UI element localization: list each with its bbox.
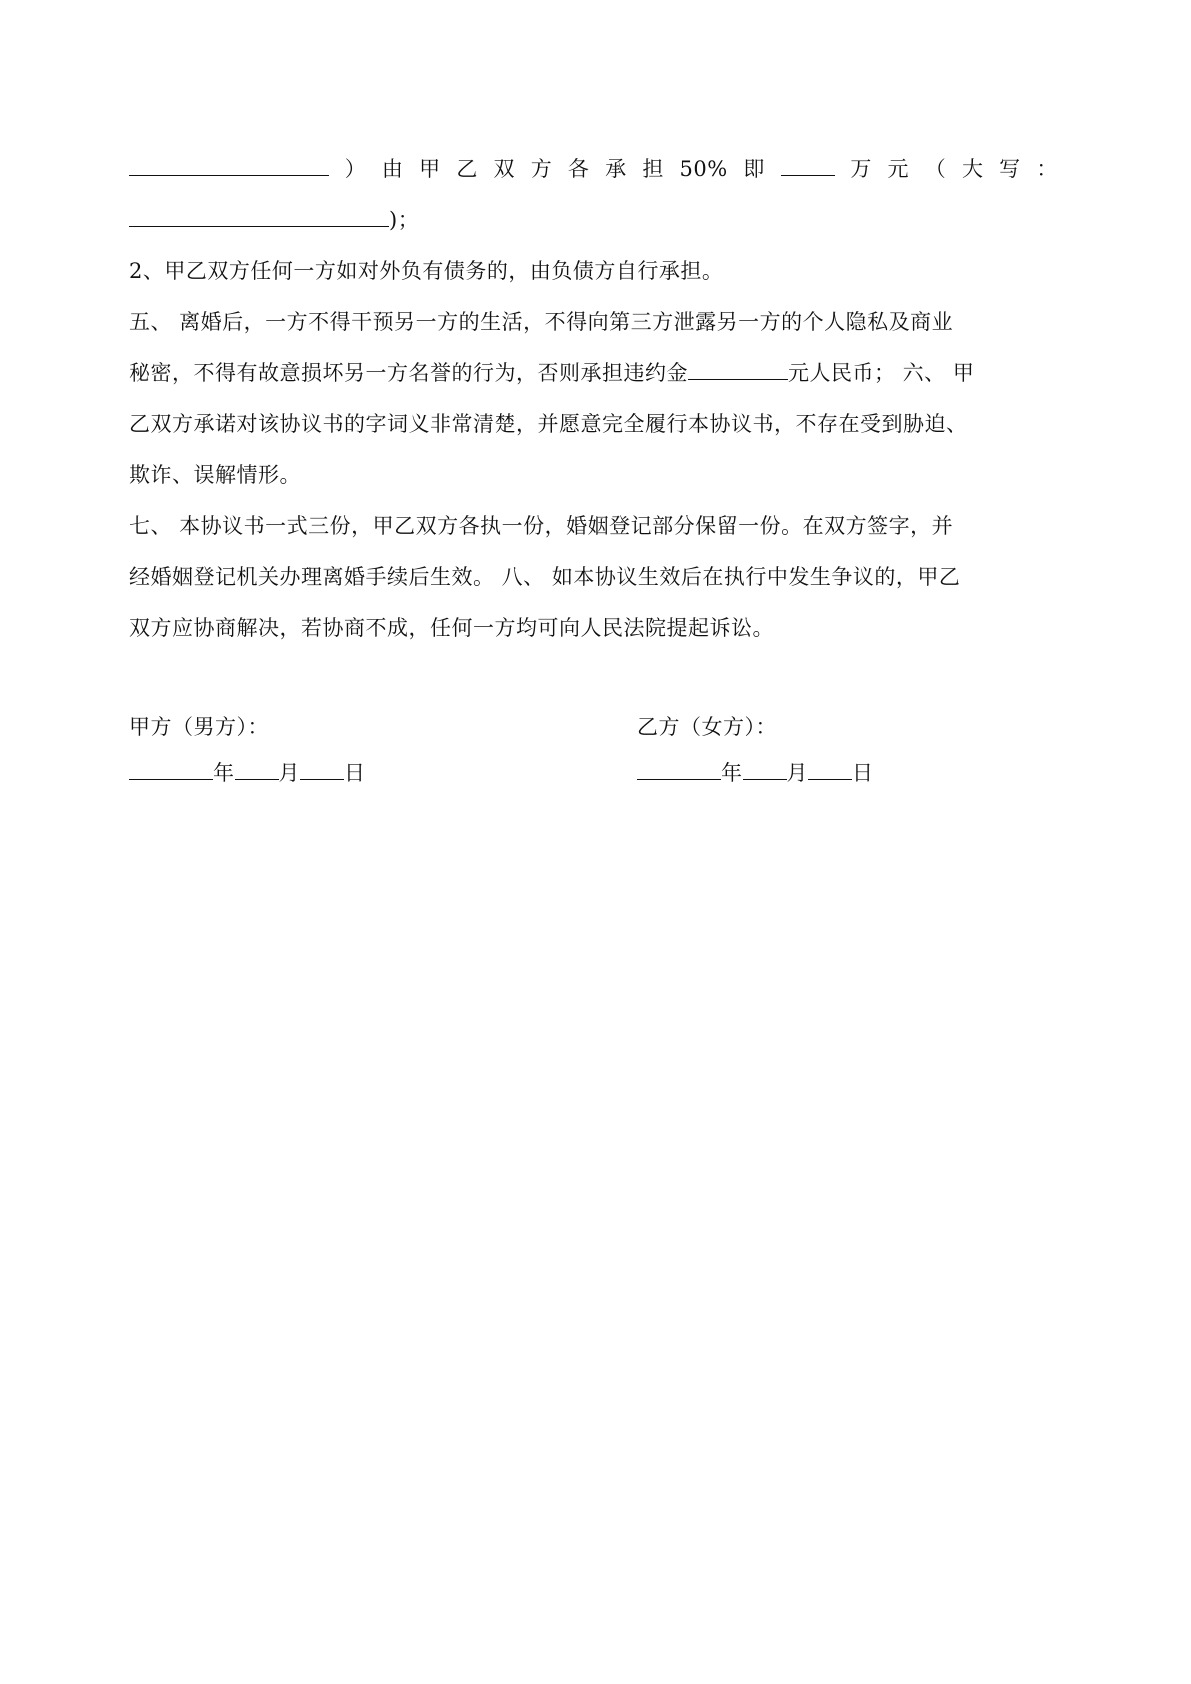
capital-amount-line	[129, 195, 1058, 246]
day-label: 日	[344, 761, 366, 785]
percent-value: 50%	[679, 157, 728, 181]
year-blank[interactable]	[637, 756, 721, 780]
word: ：	[1036, 157, 1058, 181]
day-blank[interactable]	[808, 756, 852, 780]
month-blank[interactable]	[743, 756, 787, 780]
word: 元	[887, 157, 910, 181]
word: 方	[530, 157, 553, 181]
word: 各	[567, 157, 590, 181]
party-b-label: 乙方（女方）：	[637, 715, 777, 739]
penalty-amount-blank[interactable]	[688, 356, 788, 380]
month-blank[interactable]	[235, 756, 279, 780]
word: （	[924, 157, 947, 181]
day-label: 日	[852, 761, 874, 785]
amount-blank[interactable]	[129, 152, 329, 176]
section-6-line-2: 欺诈、误解情形。	[129, 463, 301, 487]
year-blank[interactable]	[129, 756, 213, 780]
share-amount-blank[interactable]	[781, 152, 835, 176]
party-b-signature-block	[637, 704, 874, 796]
section-5-line-2	[129, 348, 1058, 399]
section-5-text-b: 元人民币； 六、 甲	[788, 361, 975, 385]
word: 由	[381, 157, 404, 181]
word: 万	[850, 157, 872, 181]
line-tail: )；	[389, 208, 420, 232]
section-6-line-1: 乙双方承诺对该协议书的字词义非常清楚，并愿意完全履行本协议书，不存在受到胁迫、	[129, 412, 968, 436]
close-paren: ）	[344, 157, 367, 181]
party-a-date	[129, 750, 366, 796]
month-label: 月	[786, 761, 808, 785]
cost-share-line	[129, 144, 1058, 195]
section-5-text-a: 秘密，不得有故意损坏另一方名誉的行为，否则承担违约金	[129, 361, 688, 385]
word: 乙	[456, 157, 478, 181]
debt-clause: 2、甲乙双方任何一方如对外负有债务的，由负债方自行承担。	[129, 259, 724, 283]
section-8-line-1: 双方应协商解决，若协商不成，任何一方均可向人民法院提起诉讼。	[129, 616, 774, 640]
word: 承	[605, 157, 627, 181]
word: 担	[642, 157, 664, 181]
word: 即	[743, 157, 765, 181]
word: 双	[493, 157, 516, 181]
word: 写	[999, 157, 1021, 181]
party-a-label: 甲方（男方）：	[129, 715, 269, 739]
party-b-date	[637, 750, 874, 796]
month-label: 月	[278, 761, 300, 785]
word: 大	[961, 157, 984, 181]
year-label: 年	[213, 761, 235, 785]
section-7-line-2: 经婚姻登记机关办理离婚手续后生效。 八、 如本协议生效后在执行中发生争议的，甲乙	[129, 565, 961, 589]
day-blank[interactable]	[300, 756, 344, 780]
party-a-signature-block	[129, 704, 366, 796]
agreement-body	[129, 144, 1058, 654]
year-label: 年	[721, 761, 743, 785]
section-5-line-1: 五、 离婚后，一方不得干预另一方的生活，不得向第三方泄露另一方的个人隐私及商业	[129, 310, 954, 334]
section-7-line-1: 七、 本协议书一式三份，甲乙双方各执一份，婚姻登记部分保留一份。在双方签字，并	[129, 514, 954, 538]
capital-amount-blank[interactable]	[129, 203, 389, 227]
word: 甲	[419, 157, 441, 181]
